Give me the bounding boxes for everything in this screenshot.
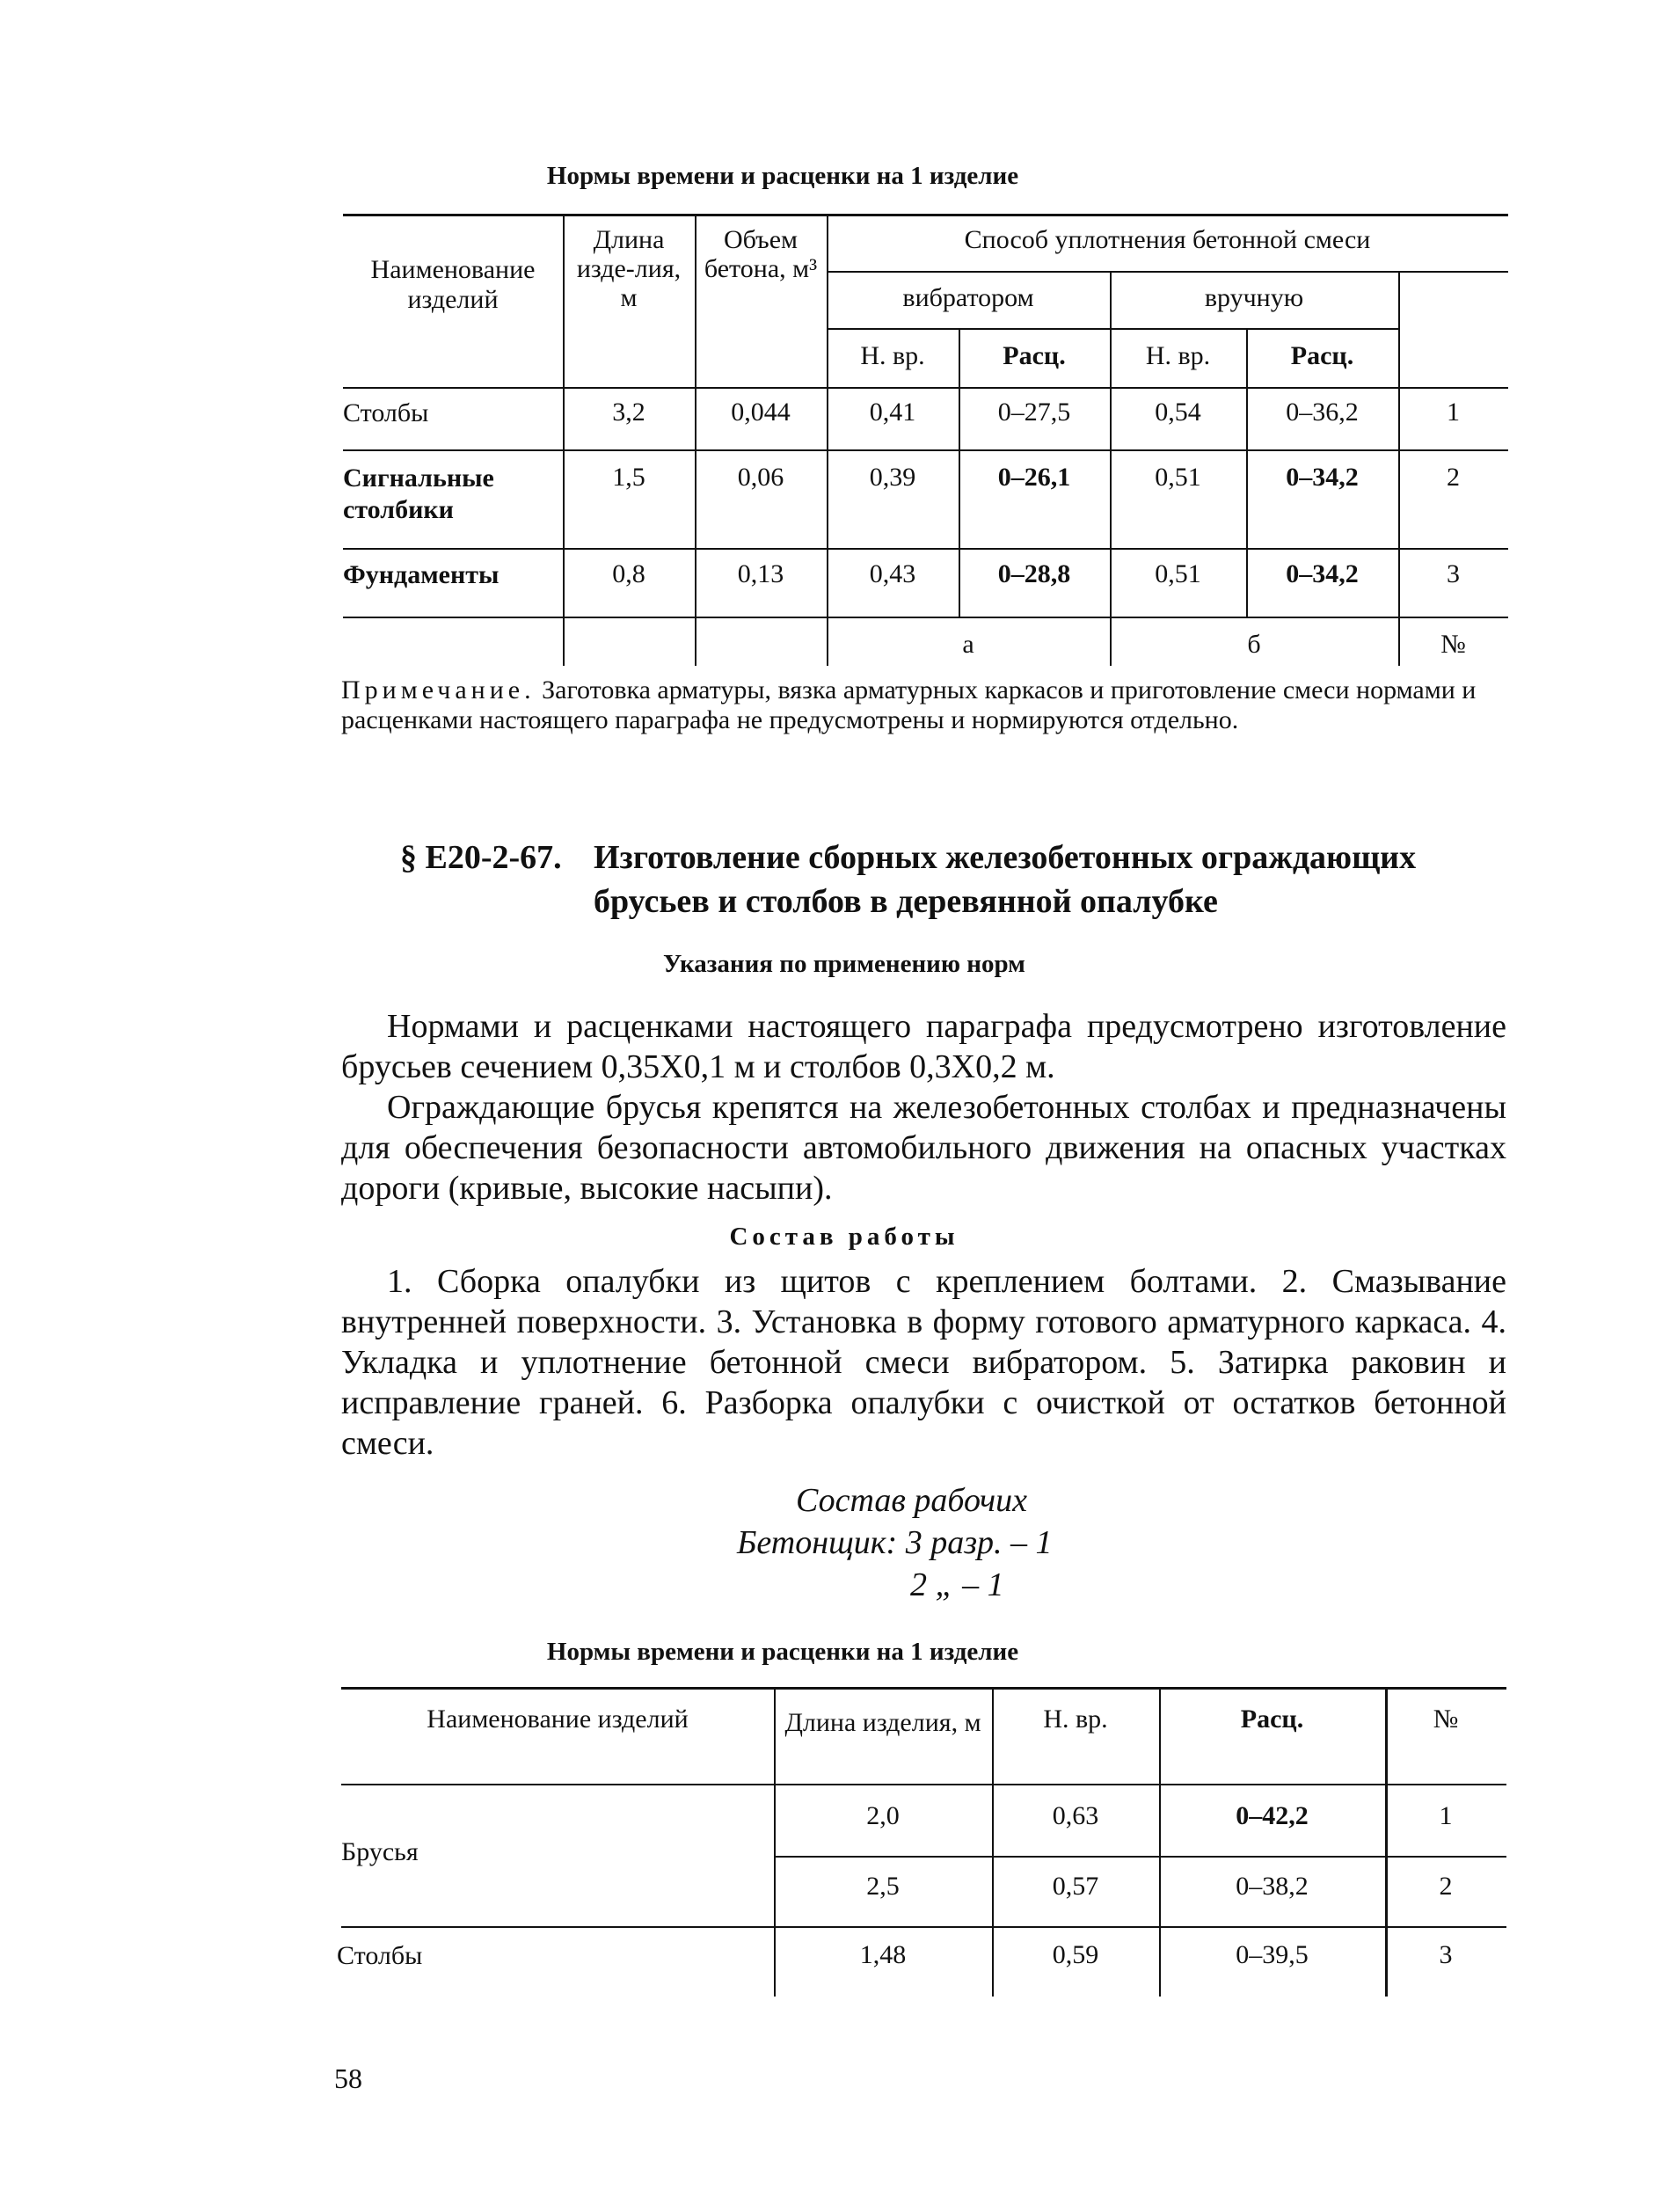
table-cell: 0–26,1 — [997, 463, 1071, 492]
table1-top-rule — [343, 214, 1508, 216]
table-cell: 0,06 — [737, 463, 784, 492]
table2-header-length: Длина изделия, м — [784, 1708, 981, 1737]
table-cell: 0,63 — [1052, 1801, 1099, 1830]
table2-header-rasc: Расц. — [1240, 1705, 1304, 1734]
page-number: 58 — [334, 2062, 362, 2094]
table1-header-volume: Объем бетона, м³ — [704, 225, 818, 283]
table1-header-a-rasc: Расц. — [1003, 341, 1066, 370]
table-cell: 1,48 — [859, 1940, 907, 1969]
table-cell: 1,5 — [612, 463, 645, 492]
table1-header-method: Способ уплотнения бетонной смеси — [964, 225, 1371, 254]
table-row-name: Фундаменты — [343, 560, 500, 589]
table-cell: 0–42,2 — [1236, 1801, 1309, 1830]
table-cell: 3 — [1439, 1940, 1453, 1969]
table-cell: 0–36,2 — [1286, 398, 1359, 427]
table-row-name: Столбы — [337, 1941, 423, 1970]
table-cell: 0,43 — [869, 559, 916, 588]
table-cell: 0,57 — [1052, 1872, 1099, 1901]
section-title-line2: брусьев и столбов в деревянной опалубке — [594, 883, 1218, 920]
table1-header-b-nvr: Н. вр. — [1145, 341, 1211, 370]
table2-header-nvr: Н. вр. — [1043, 1705, 1108, 1734]
table-cell: 0,39 — [869, 463, 916, 492]
table-cell: 2 — [1447, 463, 1460, 492]
table2-header-name: Наименование изделий — [427, 1705, 689, 1734]
work-heading: Состав работы — [729, 1223, 959, 1251]
table-row-name: Столбы — [343, 398, 429, 427]
table-cell: 2,0 — [866, 1801, 900, 1830]
table1-footer-b: б — [1247, 630, 1261, 659]
section-para-1: Нормами и расценками настоящего параграфа предусмотрено изготовление брусьев сечением 0,35Х0,1 м и столбов 0,3Х0,2 м. — [341, 1008, 1506, 1085]
table-cell: 0,41 — [869, 398, 916, 427]
table1-header-vibrator: вибратором — [902, 283, 1034, 312]
table-cell: 2,5 — [866, 1872, 900, 1901]
note-text: Заготовка арматуры, вязка арматурных каркасов и приготовление смеси нормами и расценками настоящего параграфа не предусмотрены и нормируются отдельно. — [341, 675, 1477, 734]
table2-caption: Нормы времени и расценки на 1 изделие — [546, 1638, 1019, 1666]
table2-group-name: Брусья — [341, 1837, 419, 1866]
table2-header-num: № — [1433, 1705, 1459, 1734]
table1-header-length: Длина изде-лия, м — [576, 225, 682, 312]
table-cell: 3,2 — [612, 398, 645, 427]
table-cell: 0,8 — [612, 559, 645, 588]
section-subheading: Указания по применению норм — [663, 950, 1025, 978]
section-para-2: Ограждающие брусья крепятся на железобетонных столбах и предназначены для обеспечения безопасности автомобильного движения на опасных участках дороги (кривые, высокие насыпи). — [341, 1089, 1506, 1207]
table-cell: 0,13 — [737, 559, 784, 588]
workers-heading: Состав рабочих — [796, 1482, 1027, 1519]
table-cell: 0,51 — [1155, 559, 1201, 588]
table-cell: 0–38,2 — [1236, 1872, 1309, 1901]
table1-footer-a: а — [962, 630, 974, 659]
table-cell: 0,51 — [1155, 463, 1201, 492]
table-cell: 0–34,2 — [1286, 463, 1359, 492]
work-text: 1. Сборка опалубки из щитов с креплением болтами. 2. Смазывание внутренней поверхности. 3. Установка в форму готового арматурного каркаса. 4. Укладка и уплотнение бетонной смеси вибратором. 5. Затирка раковин и исправление граней. 6. Разборка опалубки с очисткой от остатков бетонной смеси. — [341, 1263, 1506, 1462]
table2-top-rule — [341, 1687, 1506, 1690]
workers-line-2: 2 „ – 1 — [910, 1566, 1004, 1603]
table1-note — [341, 675, 1511, 735]
table-cell: 0–39,5 — [1236, 1940, 1309, 1969]
table-cell: 1 — [1447, 398, 1460, 427]
table-cell: 0,044 — [731, 398, 791, 427]
table1-header-manual: вручную — [1204, 283, 1304, 312]
table1-footer-num: № — [1440, 630, 1466, 659]
note-label: Примечание. — [341, 675, 536, 704]
table1-caption: Нормы времени и расценки на 1 изделие — [546, 162, 1019, 190]
table-cell: 0–27,5 — [997, 398, 1071, 427]
table-row-name: Сигнальные столбики — [343, 464, 494, 524]
table1-header-name: Наименование изделий — [370, 255, 536, 314]
table-cell: 0,59 — [1052, 1940, 1099, 1969]
table1-header-b-rasc: Расц. — [1290, 341, 1354, 370]
table-cell: 0–28,8 — [997, 559, 1071, 588]
table-cell: 1 — [1439, 1801, 1453, 1830]
table-cell: 0,54 — [1155, 398, 1201, 427]
workers-line-1: Бетонщик: 3 разр. – 1 — [737, 1524, 1053, 1561]
section-number: § Е20-2-67. — [400, 839, 562, 876]
table-cell: 3 — [1447, 559, 1460, 588]
table1-header-a-nvr: Н. вр. — [860, 341, 925, 370]
section-title-line1: Изготовление сборных железобетонных ограждающих — [594, 839, 1417, 876]
table-cell: 2 — [1439, 1872, 1453, 1901]
table-cell: 0–34,2 — [1286, 559, 1359, 588]
